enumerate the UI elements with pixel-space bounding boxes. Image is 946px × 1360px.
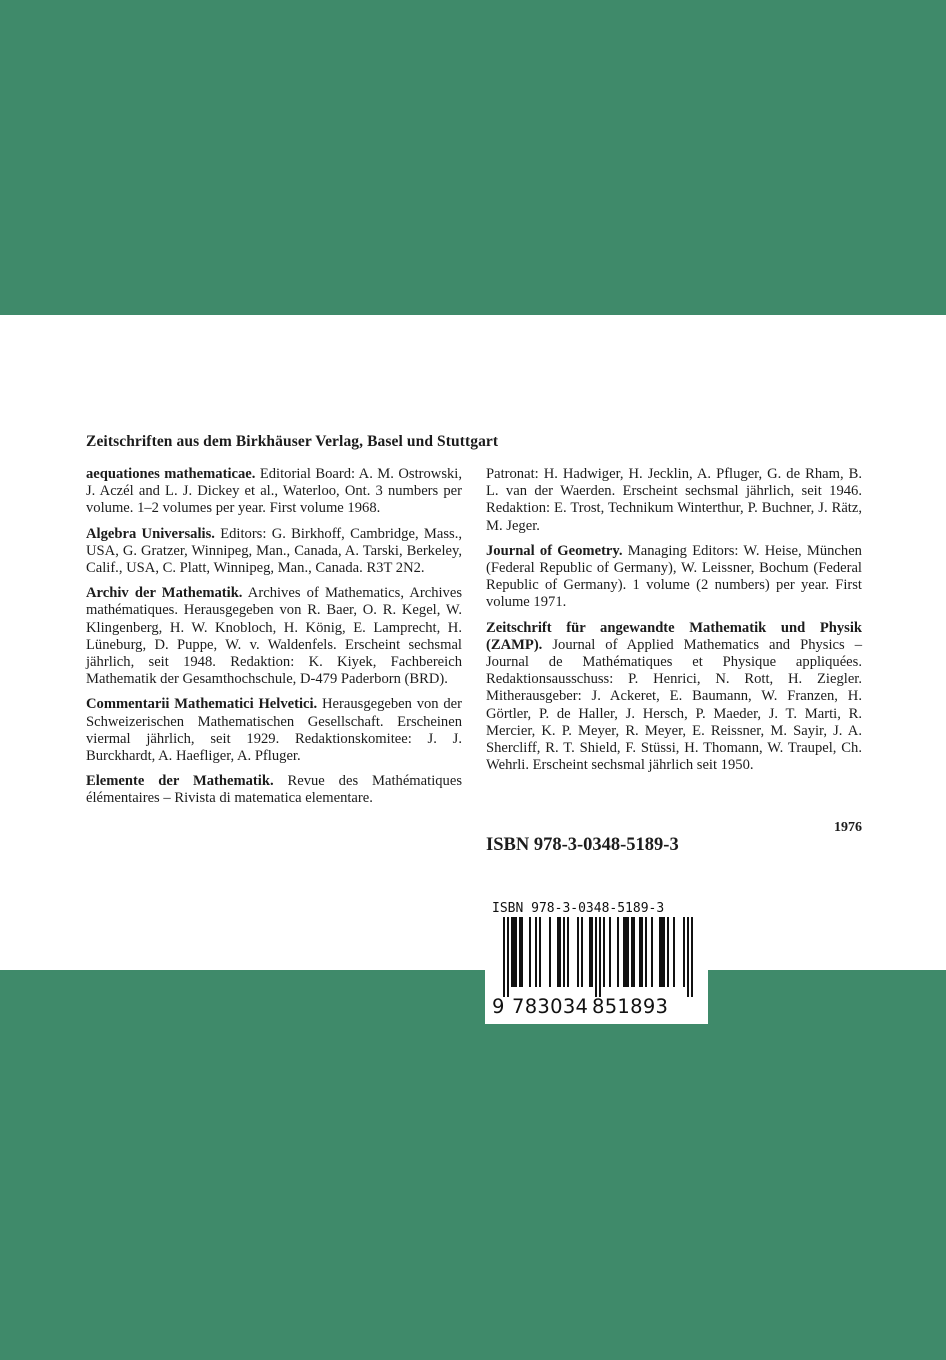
barcode-bar	[663, 917, 665, 987]
journal-title: Elemente der Mathematik.	[86, 773, 274, 790]
barcode-bar	[661, 917, 663, 987]
bottom-green-band	[0, 970, 946, 1360]
barcode-bar	[577, 917, 579, 987]
journal-title: aequationes mathematicae.	[86, 466, 256, 482]
journal-description: Herausgegeben von der Schweizerischen Mathematischen Gesellschaft. Erscheinen viermal jährlich, seit 1929. Redaktionskomitee: J. J. Burckhardt, A. Haefliger, A. Pfluger.	[86, 696, 463, 765]
left-column	[86, 466, 462, 816]
barcode-bar	[659, 917, 661, 987]
barcode-bar	[641, 917, 643, 987]
barcode-bar	[515, 917, 517, 987]
right-column	[486, 466, 862, 782]
barcode-bar	[599, 917, 601, 997]
publication-year: 1976	[834, 820, 862, 835]
barcode-bar	[519, 917, 521, 987]
journal-description: Editors: G. Birkhoff, Cambridge, Mass., USA, G. Gratzer, Winnipeg, Man., Canada, A. Tarski, Berkeley, Calif., USA, C. Platt, Winnipeg, Man., Canada. R3T 2N2.	[86, 525, 462, 577]
ean-left-group: 783034	[512, 995, 589, 1018]
barcode-bar	[563, 917, 565, 987]
barcode-bar	[549, 917, 551, 987]
journal-description: Journal of Applied Mathematics and Physics – Journal de Mathématiques et Physique appliquées. Redaktionsausschuss: P. Henrici, N. Rott, H. Ziegler. Mitherausgeber: J. Ackeret, E. Baumann, W. Franzen, H. Görtler, P. de Haller, J. Hersch, P. Maeder, J. T. Marti, R. Mercier, K. P. Meyer, R. Meyer, E. Reissner, M. Sayir, J. A. Shercliff, R. T. Shield, F. Stüssi, H. Thomann, W. Traupel, Ch. Wehrli. Erscheint sechsmal jährlich seit 1950.	[486, 636, 862, 774]
barcode-bar	[691, 917, 693, 997]
barcode-bar	[631, 917, 633, 987]
top-green-band	[0, 0, 946, 315]
barcode-bar	[633, 917, 635, 987]
barcode-bar	[639, 917, 641, 987]
barcode-bar	[651, 917, 653, 987]
ean-right-group: 851893	[592, 995, 669, 1018]
barcode-bar	[687, 917, 689, 997]
barcode-bar	[567, 917, 569, 987]
barcode-bar	[617, 917, 619, 987]
journal-description: Patronat: H. Hadwiger, H. Jecklin, A. Pfluger, G. de Rham, B. L. van der Waerden. Erscheint sechsmal jährlich, seit 1946. Redaktion: E. Trost, Technikum Winterthur, P. Buchner, J. Rätz, M. Jeger.	[486, 466, 862, 534]
journal-title: Journal of Geometry.	[486, 542, 623, 559]
barcode-bar	[535, 917, 537, 987]
journal-description: Archives of Mathematics, Archives mathématiques. Herausgegeben von R. Baer, O. R. Kegel, W. Klingenberg, H. W. Knobloch, H. König, E. Lamprecht, H. Lüneburg, D. Puppe, W. v. Waldenfels. Erscheint sechsmal jährlich, seit 1948. Redaktion: K. Kiyek, Fachbereich Mathematik der Gesamthochschule, D-479 Paderborn (BRD).	[86, 585, 462, 688]
barcode-bar	[591, 917, 593, 987]
barcode-bar	[507, 917, 509, 997]
barcode-bar	[557, 917, 559, 987]
journal-description: Managing Editors: W. Heise, München (Federal Republic of Germany), W. Leissner, Bochum (Federal Republic of Germany). 1 volume (2 numbers) per year. First volume 1971.	[486, 542, 862, 611]
barcode-bar	[539, 917, 541, 987]
journal-description: Revue des Mathématiques élémentaires – Rivista di matematica elementare.	[86, 773, 462, 807]
isbn-label: ISBN 978-3-0348-5189-3	[486, 835, 679, 855]
barcode-bar	[581, 917, 583, 987]
barcode-bar	[503, 917, 505, 997]
barcode-bar	[521, 917, 523, 987]
barcode-bar	[511, 917, 513, 987]
barcode-bar	[645, 917, 647, 987]
barcode-bar	[559, 917, 561, 987]
journal-title: Commentarii Mathematici Helvetici.	[86, 696, 318, 713]
barcode-bar	[625, 917, 627, 987]
barcode-bar	[529, 917, 531, 987]
ean-first-digit: 9	[492, 995, 505, 1018]
journal-description: Editorial Board: A. M. Ostrowski, J. Aczél and L. J. Dickey et al., Waterloo, Ont. 3 numbers per volume. 1–2 volumes per year. First volume 1968.	[86, 466, 462, 517]
journal-entry-elemente	[86, 773, 462, 807]
barcode-bar	[603, 917, 605, 987]
barcode-bar	[595, 917, 597, 997]
barcode-label	[485, 896, 708, 1024]
journal-entry-journal-of-geometry	[486, 543, 862, 612]
publisher-heading: Zeitschriften aus dem Birkhäuser Verlag, Basel und Stuttgart	[86, 433, 499, 450]
barcode-bar	[623, 917, 625, 987]
journal-title: Archiv der Mathematik.	[86, 585, 243, 602]
barcode-bar	[667, 917, 669, 987]
journal-entry-commentarii	[86, 696, 462, 765]
barcode-bars	[485, 917, 708, 997]
barcode-bar	[609, 917, 611, 987]
journal-entry-elemente-continued	[486, 466, 862, 535]
journal-entry-archiv-der-mathematik	[86, 585, 462, 688]
journal-title: Zeitschrift für angewandte Mathematik und Physik (ZAMP).	[486, 619, 862, 653]
barcode-bar	[673, 917, 675, 987]
barcode-bar	[513, 917, 515, 987]
barcode-isbn-text: ISBN 978-3-0348-5189-3	[492, 901, 665, 916]
journal-title: Algebra Universalis.	[86, 525, 215, 542]
barcode-bar	[683, 917, 685, 987]
journal-entry-aequationes	[86, 466, 462, 518]
barcode-bar	[627, 917, 629, 987]
barcode-bar	[589, 917, 591, 987]
journal-entry-algebra-universalis	[86, 526, 462, 578]
journal-entry-zamp	[486, 620, 862, 775]
